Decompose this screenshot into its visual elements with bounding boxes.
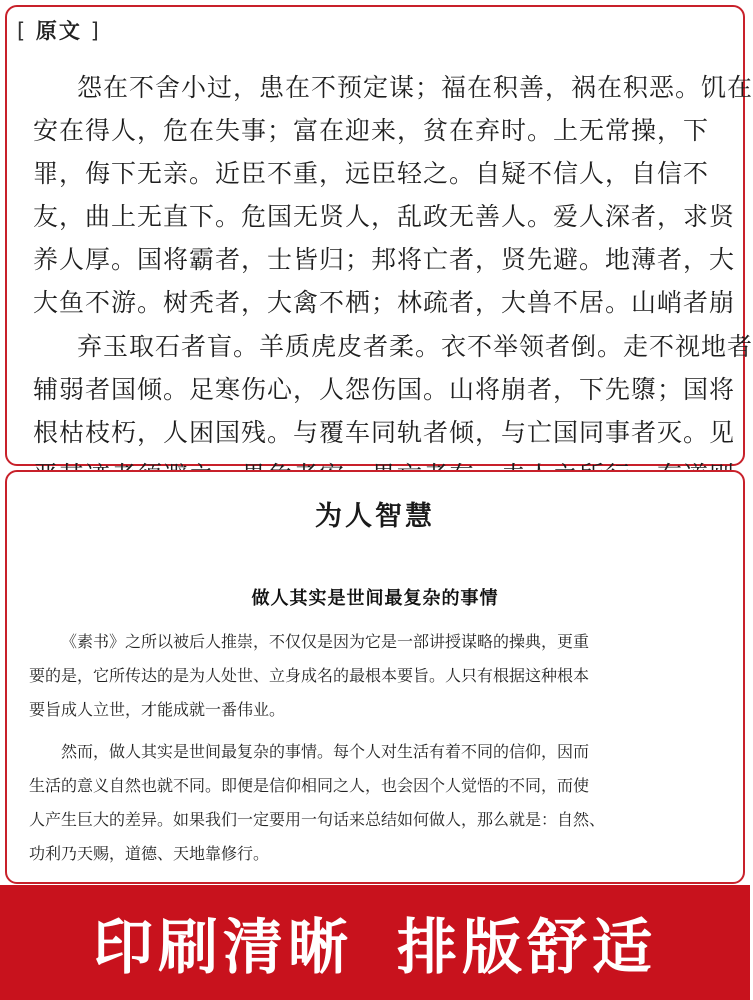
banner-right-slogan: 排版舒适: [397, 912, 657, 983]
banner-left-slogan: 印刷清晰: [93, 912, 353, 983]
paragraph-line: 要旨成人立世，才能成就一番伟业。: [29, 700, 286, 719]
tag-label: 原文: [35, 19, 82, 43]
original-line: 怨在不舍小过，患在不预定谋；福在积善，祸在积恶。饥在: [77, 73, 753, 102]
paragraph-line: 功利乃天赐，道德、天地靠修行。: [29, 844, 270, 863]
paragraph-line: 要的是，它所传达的是为人处世、立身成名的最根本要旨。人只有根据这种根本: [29, 666, 590, 685]
tag-open-bracket: [: [17, 19, 28, 43]
original-line: 友，曲上无直下。危国无贤人，乱政无善人。爱人深者，求贤: [33, 202, 736, 231]
original-text-body: [7, 7, 753, 464]
promo-banner: [0, 885, 750, 1000]
original-text-panel: [5, 5, 753, 466]
page-title: 为人智慧: [315, 501, 435, 532]
original-line: 根枯枝朽，人困国残。与覆车同轨者倾，与亡国同事者灭。见: [33, 418, 736, 447]
paragraph-line: 《素书》之所以被后人推崇，不仅仅是因为它是一部讲授谋略的操典，更重: [61, 632, 590, 651]
original-line: 大鱼不游。树秃者，大禽不栖；林疏者，大兽不居。山峭者崩: [33, 288, 736, 317]
original-line: 养人厚。国将霸者，士皆归；邦将亡者，贤先避。地薄者，大: [33, 245, 736, 274]
original-line: 弃玉取石者盲。羊质虎皮者柔。衣不举领者倒。走不视地者: [77, 332, 753, 361]
wisdom-panel: [5, 470, 745, 884]
paragraph-line: 然而，做人其实是世间最复杂的事情。每个人对生活有着不同的信仰，因而: [61, 742, 590, 761]
paragraph-line: 生活的意义自然也就不同。即便是信仰相同之人，也会因个人觉悟的不同，而使: [29, 776, 590, 795]
paragraph-line: 人产生巨大的差异。如果我们一定要用一句话来总结如何做人，那么就是：自然、: [29, 810, 606, 829]
original-line: 罪，侮下无亲。近臣不重，远臣轻之。自疑不信人，自信不: [33, 159, 710, 188]
original-line: 安在得人，危在失事；富在迎来，贫在弃时。上无常操，下: [33, 116, 710, 145]
tag-close-bracket: ]: [90, 19, 101, 43]
original-line: 辅弱者国倾。足寒伤心，人怨伤国。山将崩者，下先隳；国将: [33, 375, 736, 404]
section-subtitle: 做人其实是世间最复杂的事情: [251, 588, 499, 609]
